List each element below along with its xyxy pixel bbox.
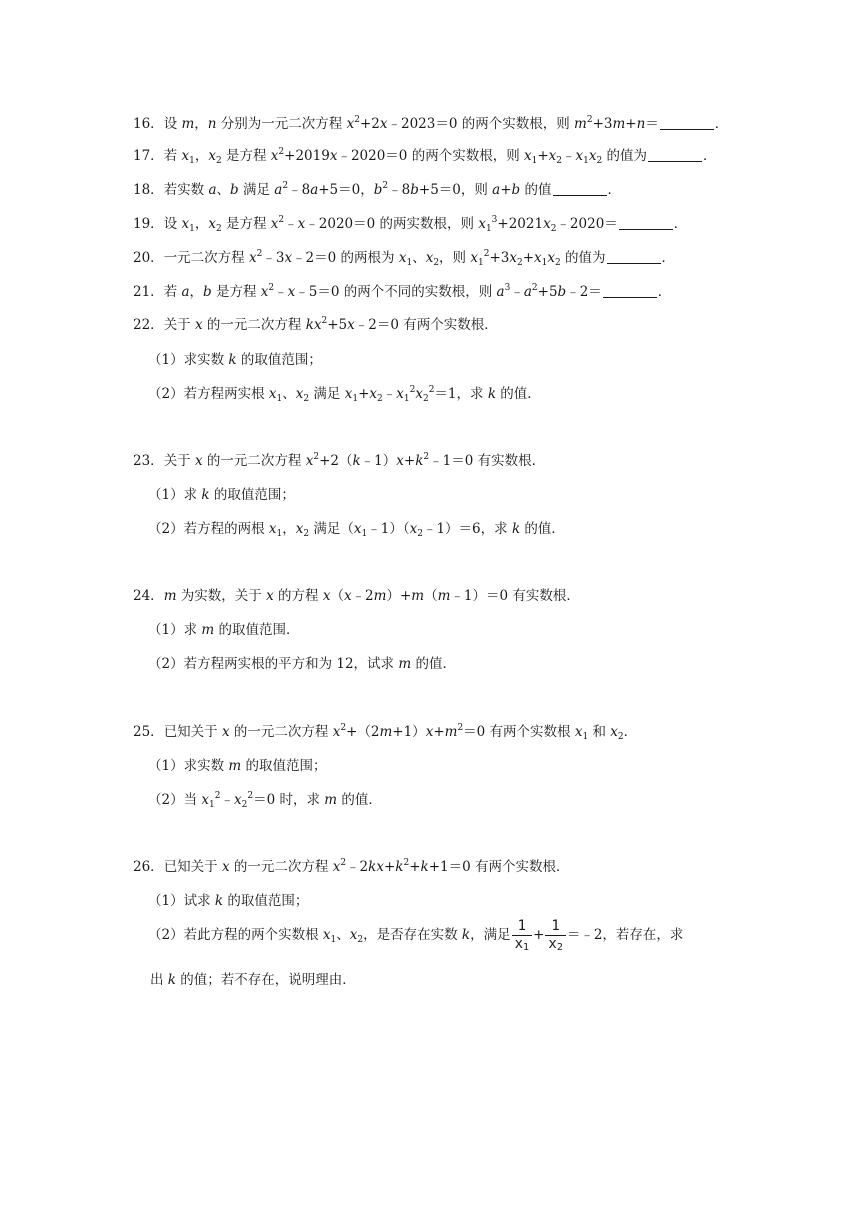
- answer-blank[interactable]: [603, 285, 657, 298]
- problem-23-part-2: （2）若方程的两根 $x_1$，$x_2$ 满足$(x_1﹣1)(x_2﹣1)=6$，求 k 的值．: [148, 521, 565, 539]
- fraction-1-over-x2: $\frac{1}{x_2}$: [545, 918, 565, 953]
- problem-23: 23．关于 x 的一元二次方程 $x^2+2(k﹣1)x+k^2﹣1=0$ 有实数根．: [133, 452, 546, 469]
- problem-21: 21．若 a，b 是方程 $x^2﹣x﹣5=0$ 的两个不同的实数根，则 $a^3﹣a^2+5b﹣2=$ ．: [133, 283, 672, 300]
- answer-blank[interactable]: [607, 251, 661, 264]
- problem-26-part-2: （2）若此方程的两个实数根 $x_1$、$x_2$，是否存在实数 k，满足 $\frac{1}{x_1}$ + $\frac{1}{x_2}$ ＝﹣2，若存在，求: [148, 918, 684, 953]
- problem-25-part-2: （2）当 $x_1^2﹣x_2^2=0$ 时，求 m 的值．: [148, 791, 382, 810]
- problem-22-part-2: （2）若方程两实根 $x_1$、$x_2$ 满足 $x_1+x_2﹣x_1^2x_2^2=1$，求 k 的值．: [148, 385, 541, 404]
- problem-25-part-1: （1）求实数 m 的取值范围；: [148, 758, 327, 774]
- problem-26-part-1: （1）试求 k 的取值范围；: [148, 893, 309, 909]
- problem-22: 22．关于 x 的一元二次方程 $kx^2+5x﹣2=0$ 有两个实数根．: [133, 316, 498, 333]
- problem-18: 18．若实数 a、b 满足 $a^2﹣8a+5=0$，$b^2﹣8b+5=0$，则 a+b 的值 ．: [133, 181, 621, 198]
- problem-23-part-1: （1）求 k 的取值范围；: [148, 487, 295, 503]
- problem-24-part-1: （1）求 m 的取值范围．: [148, 622, 300, 638]
- problem-17: 17．若 $x_1$，$x_2$ 是方程 $x^2+2019x﹣2020=0$ 的两个实数根，则 $x_1+x_2﹣x_1x_2$ 的值为 ．: [133, 147, 717, 166]
- fraction-1-over-x1: $\frac{1}{x_1}$: [512, 918, 532, 953]
- problem-24: 24．m 为实数，关于 x 的方程 x（x﹣2m）+m（m﹣1）＝0 有实数根．: [133, 588, 580, 604]
- problem-26: 26．已知关于 x 的一元二次方程 $x^2﹣2kx+k^2+k+1=0$ 有两个实数根．: [133, 858, 570, 875]
- problem-26-part-2-cont: 出 k 的值；若不存在，说明理由．: [150, 972, 356, 988]
- answer-blank[interactable]: [648, 149, 702, 162]
- problem-25: 25．已知关于 x 的一元二次方程 $x^2+(2m+1)x+m^2=0$ 有两个实数根 $x_1$ 和 $x_2$．: [133, 723, 638, 742]
- answer-blank[interactable]: [660, 117, 714, 130]
- problem-22-part-1: （1）求实数 k 的取值范围；: [148, 352, 322, 368]
- problem-19: 19．设 $x_1$，$x_2$ 是方程 $x^2﹣x﹣2020=0$ 的两实数根，则 $x_1^3+2021x_2﹣2020=$ ．: [133, 215, 688, 234]
- answer-blank[interactable]: [619, 217, 673, 230]
- problem-20: 20．一元二次方程 $x^2﹣3x﹣2=0$ 的两根为 $x_1$、$x_2$，则 $x_1^2+3x_2+x_1x_2$ 的值为 ．: [133, 249, 676, 268]
- problem-16: 16．设 m，n 分别为一元二次方程 $x^2+2x﹣2023=0$ 的两个实数根，则 $m^2+3m+n=$ ．: [133, 115, 729, 132]
- problem-24-part-2: （2）若方程两实根的平方和为 12，试求 m 的值．: [148, 656, 456, 672]
- answer-blank[interactable]: [553, 183, 607, 196]
